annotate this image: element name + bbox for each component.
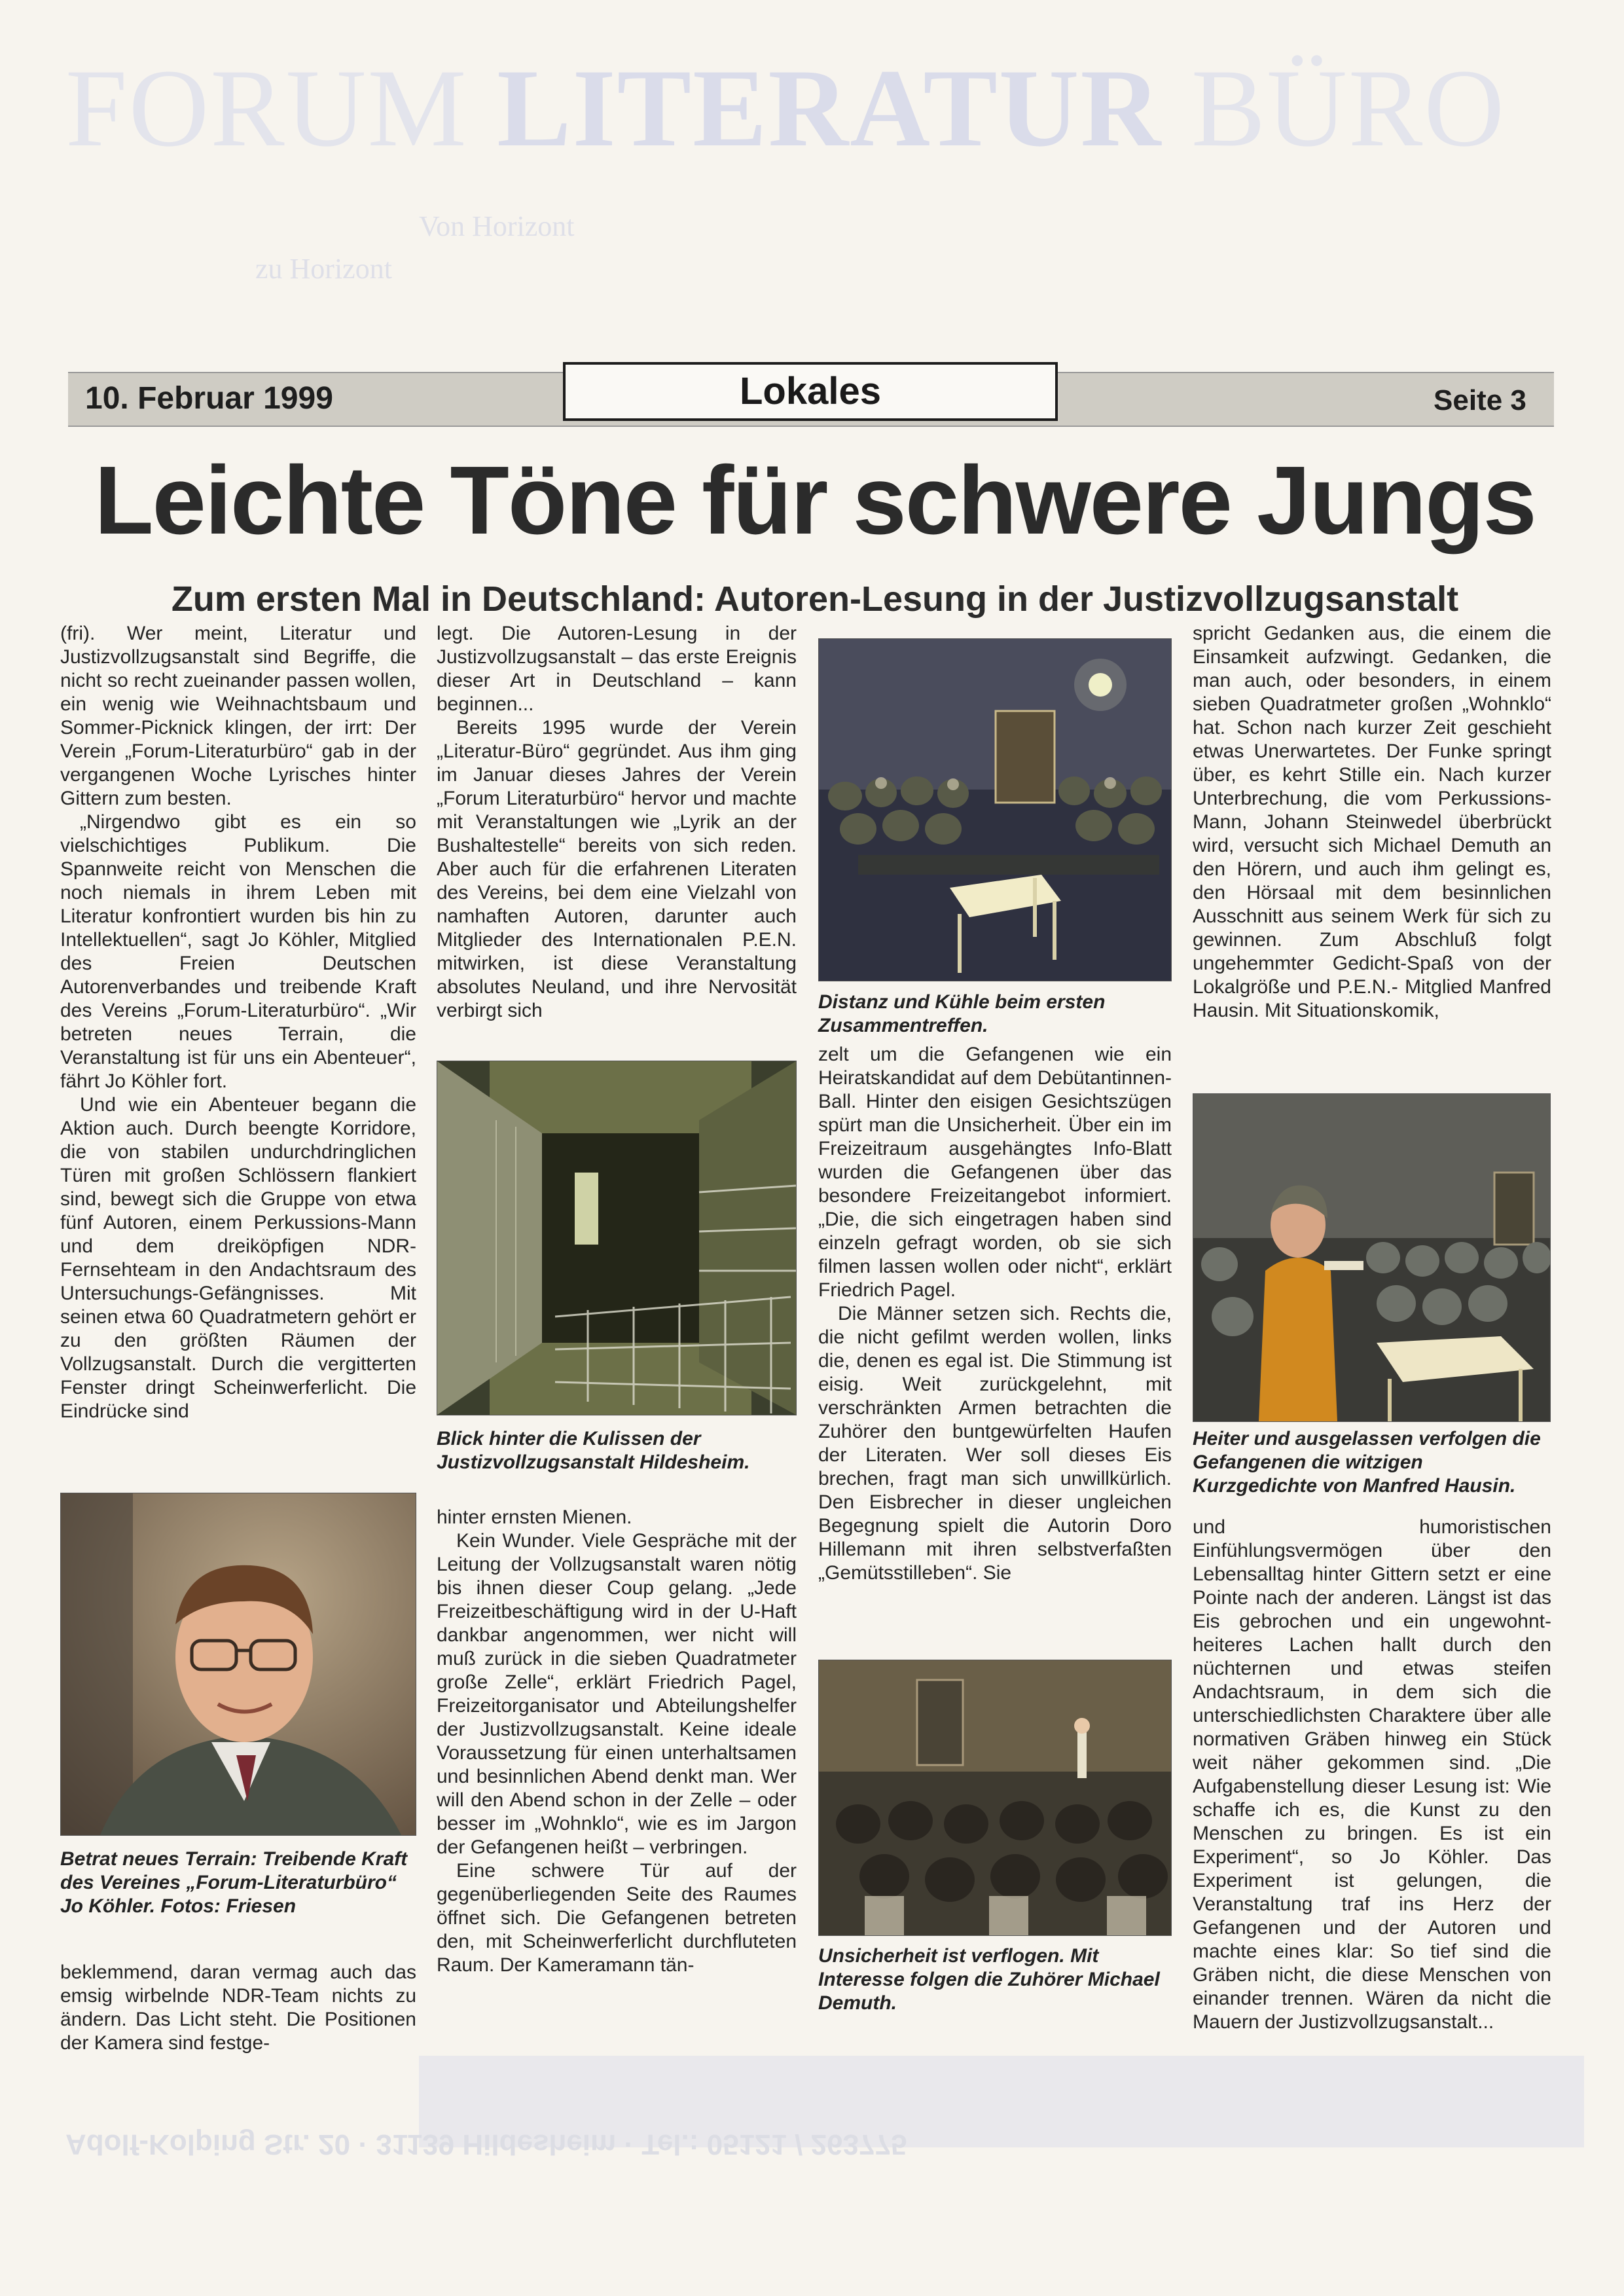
photo-hall [818,1660,1172,1936]
paragraph: „Nirgendwo gibt es ein so vielschichtiges Publikum. Die Spannweite reicht von Menschen die noch niemals in ihrem Leben mit Literatur konfrontiert wurden bis hin zu Intellektuellen“, sagt Jo Köhler, Mitglied des Freien Deutschen Autorenverbandes und treibende Kraft des Vereins „Forum-Literaturbüro“. „Wir betreten neues Terrain, die Veranstaltung ist für uns ein Abenteuer“, fährt Jo Köhler fort. [60,811,416,1092]
photo-corridor [437,1061,797,1415]
paragraph: und humoristischen Einfühlungsvermögen über den Lebensalltag hinter Gittern setzt er eine Pointe nach der anderen. Längst ist das Eis gebrochen und ein ungewohnt-heiteres Lachen hallt durch den nüchternen und etwas steifen Andachtsraum, in dem sich die unterschiedlichsten Charaktere über alle normativen Gräben hinweg ein Stück weit näher gekommen sind. „Die Aufgabenstellung dieser Lesung ist: Wie schaffe ich es, die Kunst zu den Menschen zu bringen. Es ist ein Experiment“, so Jo Köhler. Das Experiment ist gelungen, die Veranstaltung traf ins Herz der Gefangenen und der Autoren und machte eines klar: So tief sind die Gräben nicht, die diese Menschen von einander trennen. Wären da nicht die Mauern der Justizvollzugsanstalt... [1193,1516,1551,2033]
caption-reader: Heiter und ausgelassen verfolgen die Gefangenen die witzigen Kurzgedichte von Manfred Hausin. [1193,1428,1541,1497]
paragraph: Und wie ein Abenteuer begann die Aktion auch. Durch beengte Korridore, die von stabilen undurchdringlichen Türen mit großen Schlössern flankiert sind, bewegt sich die Gruppe von etwa fünf Autoren, einem Perkussions-Mann und dem dreiköpfigen NDR-Fernsehteam in den Andachtsraum des Untersuchungs-Gefängnisses. Mit seinen etwa 60 Quadratmetern gehört er zu den größten Räumen der Vollzugsanstalt. Durch die vergitterten Fenster dringt Scheinwerferlicht. Die Eindrücke sind [60,1094,416,1422]
paragraph: Kein Wunder. Viele Gespräche mit der Leitung der Vollzugsanstalt waren nötig bis ihnen dieser Coup gelang. „Jede Freizeitbeschäftigung wird in der U-Haft dankbar angenommen, wer nicht will muß zurück in die sieben Quadratmeter große Zelle“, erklärt Friedrich Pagel, Freizeitorganisator und Abteilungshelfer der Justizvollzugsanstalt. Keine ideale Voraussetzung für einen unterhaltsamen und besinnlichen Abend denkt man. Wer will den Abend schon in der Zelle – oder besser im „Wohnklo“, wie es im Jargon der Gefangenen heißt – verbringen. [437,1530,797,1858]
paragraph: Bereits 1995 wurde der Verein „Literatur-Büro“ gegründet. Aus ihm ging im Januar dieses Jahres der Verein „Forum Literaturbüro“ hervor und machte mit Veranstaltungen wie „Lyrik an der Bushaltestelle“ bereits von sich reden. Aber auch für die erfahrenen Literaten des Vereins, bei dem eine Vielzahl von namhaften Autoren, darunter auch Mitglieder des Internationalen P.E.N. mitwirken, ist diese Veranstaltung absolutes Neuland, und ihre Nervosität verbirgt sich [437,717,797,1021]
paragraph: hinter ernsten Mienen. [437,1506,632,1528]
paragraph: beklemmend, daran vermag auch das emsig wirbelnde NDR-Team nichts zu ändern. Das Licht steht. Die Positionen der Kamera sind festge- [60,1961,416,2054]
column-2-top [437,622,797,1041]
column-3 [818,1043,1172,1642]
caption-corridor: Blick hinter die Kulissen der Justizvollzugsanstalt Hildesheim. [437,1428,750,1473]
column-1-bottom [60,1961,416,2059]
column-4-bottom [1193,1516,1551,2036]
issue-date: 10. Februar 1999 [85,381,333,416]
paragraph: spricht Gedanken aus, die einem die Einsamkeit aufzwingt. Gedanken, die man auch, oder besonders, in einem sieben Quadratmeter großen „Wohnklo“ hat. Schon nach kurzer Zeit geschieht etwas Unerwartetes. Der Funke springt über, es kehrt Stille ein. Nach kurzer Unterbrechung, die vom Perkussions-Mann, Johann Steinwedel überbrückt wird, versucht sich Michael Demuth an den Hörern, und auch ihm gelingt es, den Hörsaal mit dem besinnlichen Ausschnitt aus seinem Werk für sich zu gewinnen. Zum Abschluß folgt ungehemmter Gedicht-Spaß von der Lokalgröße und P.E.N.- Mitglied Manfred Hausin. Mit Situationskomik, [1193,623,1551,1021]
corridor-image [437,1061,796,1415]
paragraph: Die Männer setzen sich. Rechts die, die nicht gefilmt werden wollen, links die, denen es egal ist. Die Stimmung ist eisig. Weit zurückgelehnt, mit verschränkten Armen betrachten die Zuhörer den buntgewürfelten Haufen der Literaten. Wer soll dieses Eis brechen, fragt man sich unwillkürlich. Den Eisbrecher in dieser ungleichen Begegnung spielt die Autorin Doro Hillemann mit ihren selbstverfaßten „Gemütsstilleben“. Sie [818,1303,1172,1584]
caption-audience: Distanz und Kühle beim ersten Zusammentreffen. [818,991,1106,1036]
letterhead-title-right: BÜRO [1162,46,1506,170]
letterhead-slogan-2: zu Horizont [255,253,392,285]
column-1-top [60,622,416,1489]
letterhead-slogan-1: Von Horizont [419,210,575,242]
caption-portrait: Betrat neues Terrain: Treibende Kraft des Vereines „Forum-Literaturbüro“ Jo Köhler. Fotos: Friesen [60,1848,408,1917]
paragraph: (fri). Wer meint, Literatur und Justizvollzugsanstalt sind Begriffe, die nicht so recht zueinander passen wollen, ein wenig wie Weihnachtsbaum und Sommer-Picknick klingen, der irrt: Der Verein „Forum-Literaturbüro“ gab in der vergangenen Woche Lyrisches hinter Gittern zum besten. [60,623,416,809]
letterhead-title-bold: LITERATUR [497,46,1163,170]
photo-audience [818,638,1172,981]
audience-image [819,639,1171,981]
portrait-image [61,1493,416,1835]
column-4-top [1193,622,1551,1070]
section-label: Lokales [563,362,1058,421]
article-headline: Leichte Töne für schwere Jungs [94,446,1536,555]
paragraph: Eine schwere Tür auf der gegenüberliegenden Seite des Raumes öffnet sich. Die Gefangenen betreten den, mit Scheinwerferlicht durchfluteten Raum. Der Kameramann tän- [437,1860,797,1976]
page-number: Seite 3 [1434,384,1526,416]
caption-hall: Unsicherheit ist verflogen. Mit Interesse folgen die Zuhörer Michael Demuth. [818,1945,1160,2014]
letterhead-title-left: FORUM [65,46,497,170]
hall-image [819,1660,1171,1935]
article-subheadline: Zum ersten Mal in Deutschland: Autoren-Lesung in der Justizvollzugsanstalt [171,579,1459,619]
letterhead-footer: Adolf-Kolping Str. 20 · 31139 Hildesheim · Tel.: 05121 / 263775 [65,2128,907,2160]
letterhead-title [65,46,1506,170]
column-2-bottom [437,1506,797,2030]
photo-portrait [60,1493,416,1836]
paragraph: zelt um die Gefangenen wie ein Heiratskandidat auf dem Debütantinnen-Ball. Hinter den eisigen Gesichtszügen spürt man die Unsicherheit. Über ein im Freizeitraum ausgehängtes Info-Blatt wurden die Gefangenen über das besondere Freizeitangebot informiert. „Die, die sich eingetragen haben sind einzeln gefragt worden, ob sie sich filmen lassen wollen oder nicht“, erklärt Friedrich Pagel. [818,1044,1172,1301]
reader-image [1193,1094,1550,1421]
photo-reader [1193,1093,1551,1422]
paragraph: legt. Die Autoren-Lesung in der Justizvollzugsanstalt – das erste Ereignis dieser Art in Deutschland – kann beginnen... [437,623,797,715]
